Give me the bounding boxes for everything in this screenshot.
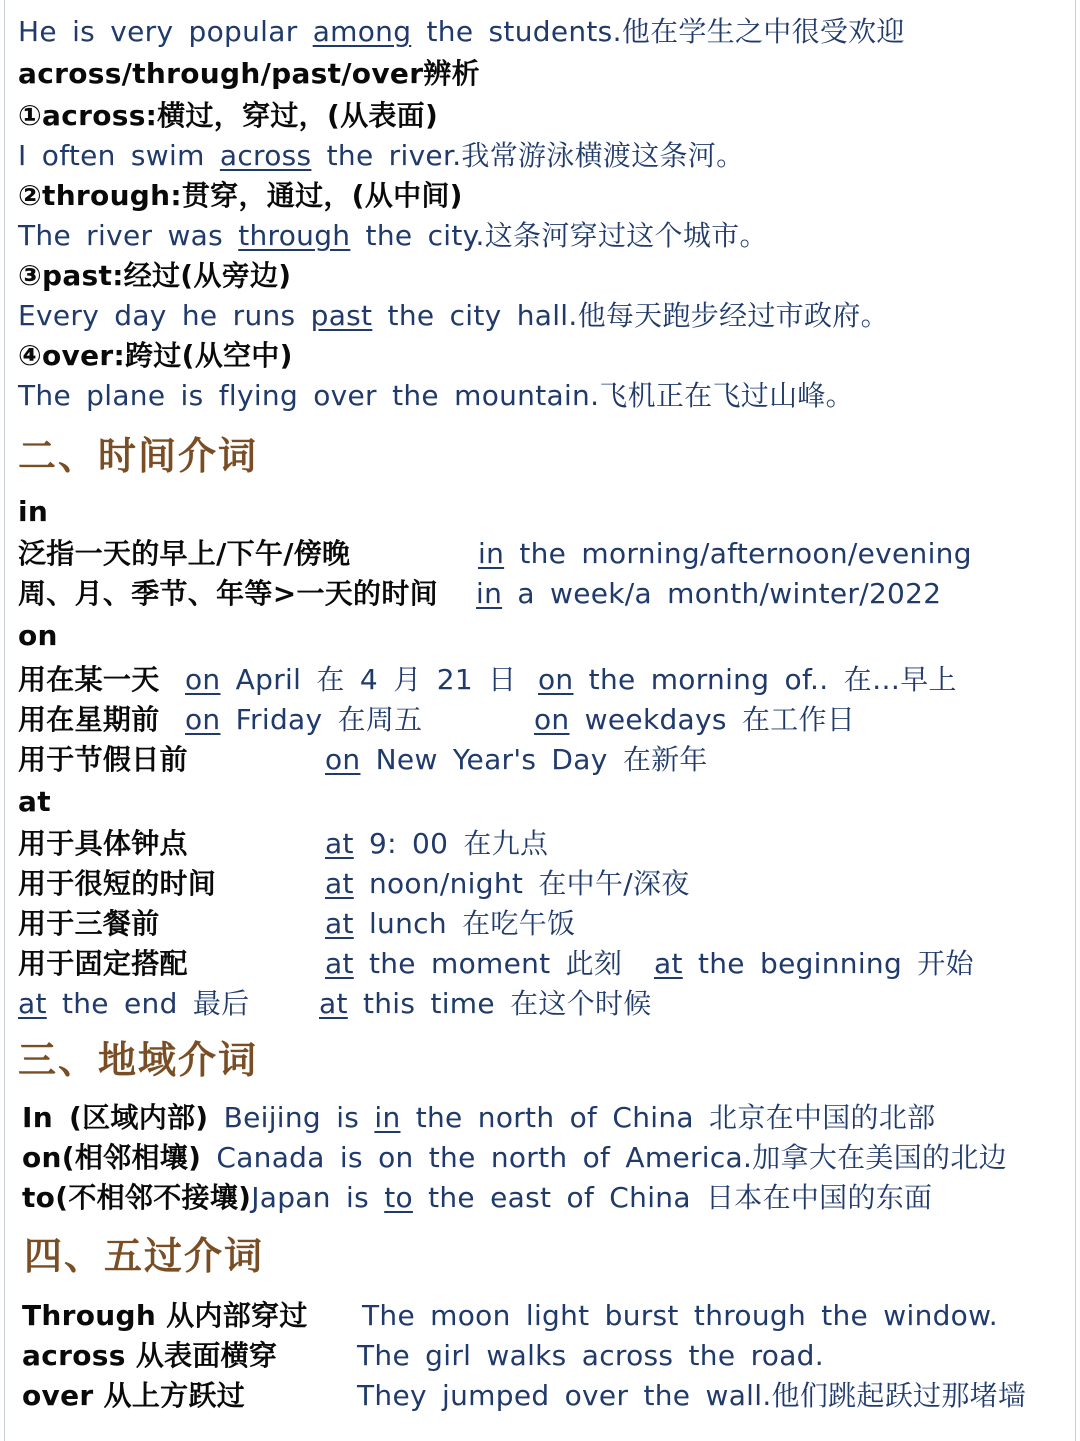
heading-five-over-prepositions: 四、五过介词 <box>24 1234 265 1278</box>
at-example-1: at 9: 00 在九点 <box>325 827 549 860</box>
in-desc-1: 泛指一天的早上/下午/傍晚 <box>18 537 351 570</box>
heading-place-prepositions: 三、地域介词 <box>18 1038 259 1082</box>
subhead-over: ④over:跨过(从空中) <box>18 339 293 372</box>
at-desc-4: 用于固定搭配 <box>18 947 188 980</box>
section-title-across-through: across/through/past/over辨析 <box>18 57 480 90</box>
on-desc-1: 用在某一天 <box>18 663 160 696</box>
across-example: The girl walks across the road. <box>357 1339 824 1372</box>
subhead-through: ②through:贯穿，通过，(从中间) <box>18 179 463 212</box>
label-in: in <box>18 495 49 528</box>
in-example-1: in the morning/afternoon/evening <box>478 537 972 570</box>
through-label: Through 从内部穿过 <box>22 1299 308 1332</box>
at-example-4: at the moment 此刻 <box>325 947 623 980</box>
at-desc-1: 用于具体钟点 <box>18 827 188 860</box>
at-example-5b: at this time 在这个时候 <box>319 987 652 1020</box>
on-example-2b: on weekdays 在工作日 <box>534 703 856 736</box>
at-example-4b: at the beginning 开始 <box>654 947 974 980</box>
on-example-1: on April 在 4 月 21 日 <box>185 663 517 696</box>
in-example-2: in a week/a month/winter/2022 <box>476 577 942 610</box>
place-to-row: to(不相邻不接壤)Japan is to the east of China 日本在中国的东面 <box>22 1181 933 1214</box>
example-through: The river was through the city.这条河穿过这个城市。 <box>18 219 768 252</box>
heading-time-prepositions: 二、时间介词 <box>18 434 259 478</box>
example-across: I often swim across the river.我常游泳横渡这条河。 <box>18 139 745 172</box>
place-on-row: on(相邻相壤) Canada is on the north of America.加拿大在美国的北边 <box>22 1141 1007 1174</box>
example-past: Every day he runs past the city hall.他每天跑步经过市政府。 <box>18 299 889 332</box>
across-label: across 从表面横穿 <box>22 1339 278 1372</box>
through-example: The moon light burst through the window. <box>362 1299 998 1332</box>
place-in-row: In (区域内部) Beijing is in the north of China 北京在中国的北部 <box>22 1101 936 1134</box>
label-at: at <box>18 785 51 818</box>
on-example-2: on Friday 在周五 <box>185 703 423 736</box>
on-desc-3: 用于节假日前 <box>18 743 188 776</box>
subhead-past: ③past:经过(从旁边) <box>18 259 292 292</box>
on-desc-2: 用在星期前 <box>18 703 160 736</box>
at-desc-3: 用于三餐前 <box>18 907 160 940</box>
on-example-1b: on the morning of.. 在…早上 <box>538 663 957 696</box>
subhead-across: ①across:横过，穿过，(从表面) <box>18 99 439 132</box>
intro-line-among: He is very popular among the students.他在学生之中很受欢迎 <box>18 15 905 48</box>
at-desc-2: 用于很短的时间 <box>18 867 217 900</box>
at-example-3: at lunch 在吃午饭 <box>325 907 576 940</box>
at-example-2: at noon/night 在中午/深夜 <box>325 867 690 900</box>
in-desc-2: 周、月、季节、年等>一天的时间 <box>18 577 438 610</box>
over-label: over 从上方跃过 <box>22 1379 246 1412</box>
at-example-5: at the end 最后 <box>18 987 250 1020</box>
on-example-3: on New Year's Day 在新年 <box>325 743 708 776</box>
example-over: The plane is flying over the mountain.飞机正在飞过山峰。 <box>18 379 854 412</box>
over-example: They jumped over the wall.他们跳起跃过那堵墙 <box>357 1379 1027 1412</box>
label-on: on <box>18 619 58 652</box>
